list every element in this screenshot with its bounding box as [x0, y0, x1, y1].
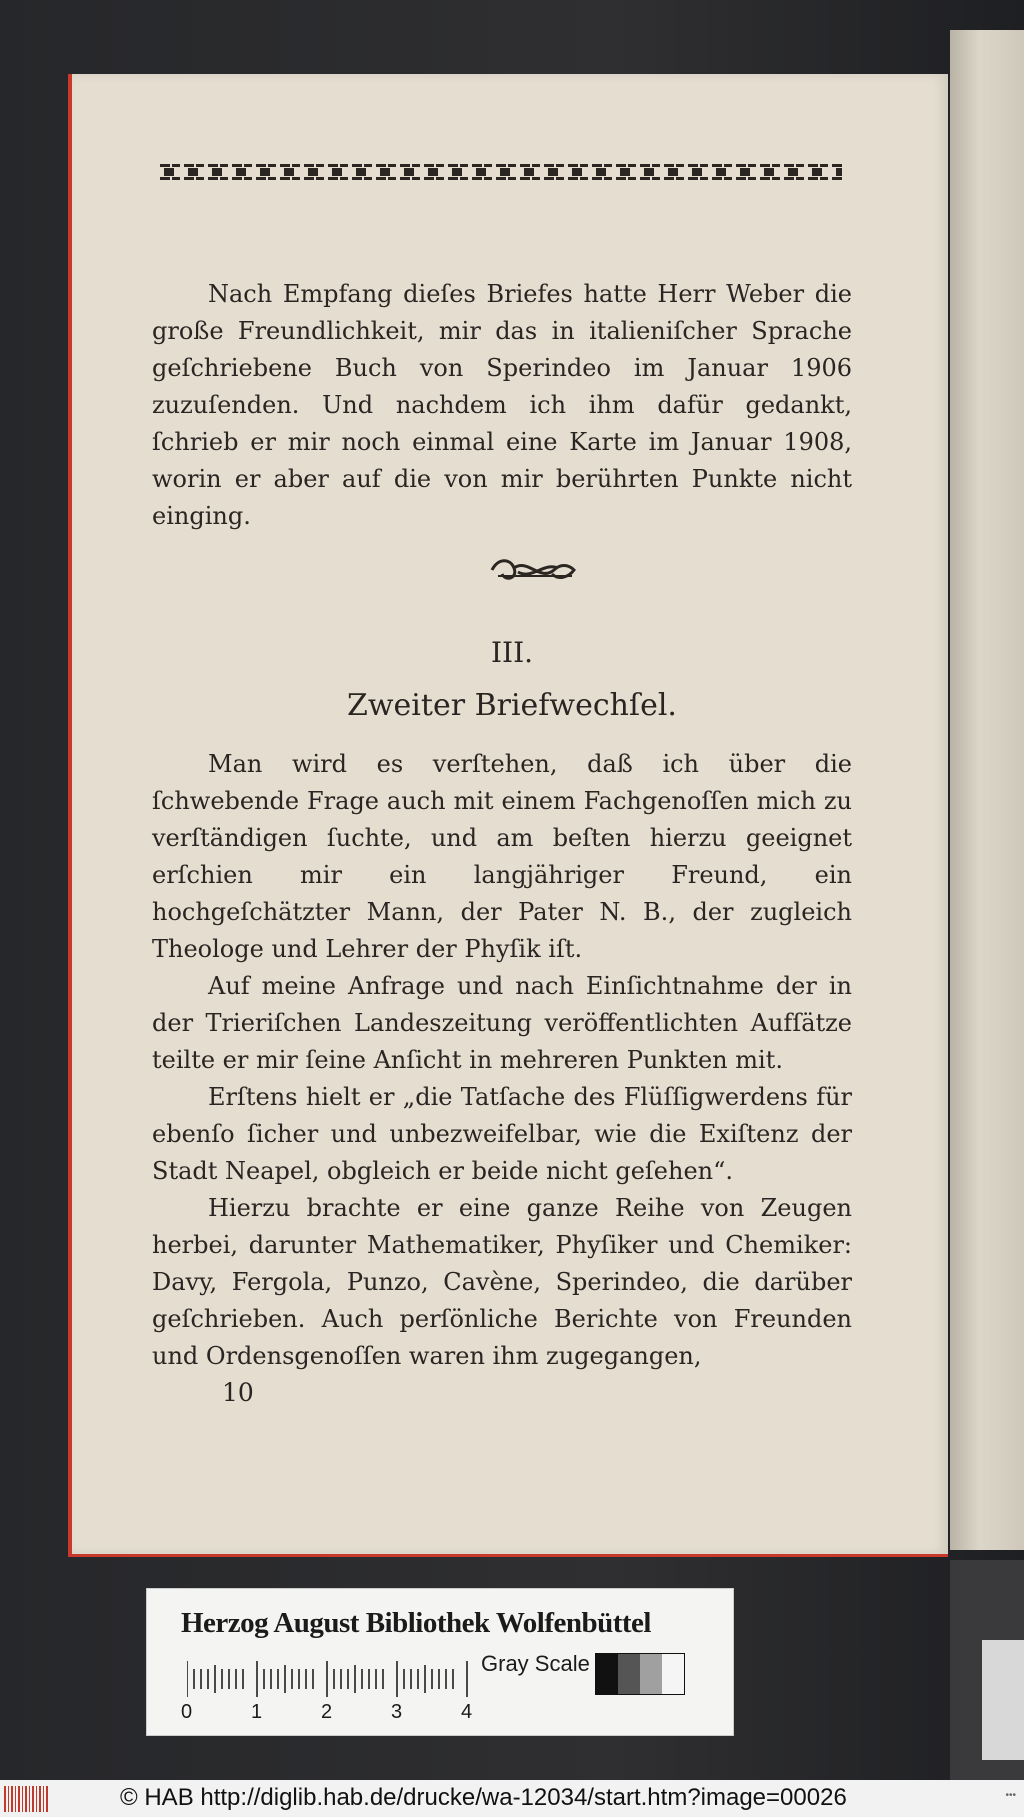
- footer-bar: [0, 1780, 1024, 1817]
- gray-scale-swatches: [595, 1653, 685, 1695]
- gray-swatch: [662, 1654, 684, 1694]
- section-number: III.: [490, 636, 534, 669]
- ruler-icon: [187, 1657, 477, 1701]
- library-label-card: [146, 1588, 734, 1736]
- barcode-icon: [4, 1786, 48, 1812]
- page-number: 10: [222, 1378, 254, 1407]
- ruler-number: 0: [181, 1701, 193, 1723]
- ornament-border-inner: [160, 168, 842, 176]
- paragraph: Erſtens hielt er „die Tatſache des Flüſſigwerdens für ebenſo ſicher und unbezweifelbar, wie die Exiſtenz der Stadt Neapel, obgleich er beide nicht geſehen“.: [152, 1083, 852, 1185]
- next-page-label: [982, 1640, 1024, 1760]
- paragraph: Hierzu brachte er eine ganze Reihe von Zeugen herbei, darunter Mathematiker, Phyſiker und Chemiker: Davy, Fergola, Punzo, Cavène, Sperindeo, die darüber geſchrieben. Auch perſönliche Berichte von Freunden und Ordensgenoſſen waren ihm zugegangen,: [152, 1194, 852, 1370]
- library-name: Herzog August Bibliothek Wolfenbüttel: [181, 1607, 651, 1639]
- footer-dots-icon: •••: [1005, 1790, 1016, 1801]
- paragraph: Auf meine Anfrage und nach Einſichtnahme der in der Trieriſchen Landeszeitung veröffentlichten Aufſätze teilte er mir ſeine Anſicht in mehreren Punkten mit.: [152, 972, 852, 1074]
- gray-swatch: [618, 1654, 640, 1694]
- vignette-ornament-icon: [488, 554, 580, 586]
- paragraph-block-main: [152, 746, 852, 1375]
- ruler-number: 2: [321, 1701, 333, 1723]
- paragraph: Nach Empfang dieſes Briefes hatte Herr Weber die große Freundlichkeit, mir das in italieniſcher Sprache geſchriebene Buch von Sperindeo im Januar 1906 zuzuſenden. Und nachdem ich ihm dafür gedankt, ſchrieb er mir noch einmal eine Karte im Januar 1908, worin er aber auf die von mir berührten Punkte nicht einging.: [152, 280, 852, 530]
- next-page-edge: [950, 30, 1024, 1550]
- paragraph-block-top: [152, 276, 852, 535]
- footer-url[interactable]: © HAB http://diglib.hab.de/drucke/wa-12034/start.htm?image=00026: [120, 1784, 847, 1811]
- section-title: Zweiter Briefwechſel.: [347, 688, 677, 723]
- gray-scale-label: Gray Scale: [481, 1651, 590, 1676]
- gray-swatch: [596, 1654, 618, 1694]
- ruler-number: 4: [461, 1701, 473, 1723]
- paragraph: Man wird es verſtehen, daß ich über die ſchwebende Frage auch mit einem Fachgenoſſen mich zu verſtändigen ſuchte, und am beſten hierzu geeignet erſchien mir ein langjähriger Freund, ein hochgeſchätzter Mann, der Pater N. B., der zugleich Theologe und Lehrer der Phyſik iſt.: [152, 750, 852, 963]
- gray-swatch: [640, 1654, 662, 1694]
- ruler-number: 1: [251, 1701, 263, 1723]
- ruler-number: 3: [391, 1701, 403, 1723]
